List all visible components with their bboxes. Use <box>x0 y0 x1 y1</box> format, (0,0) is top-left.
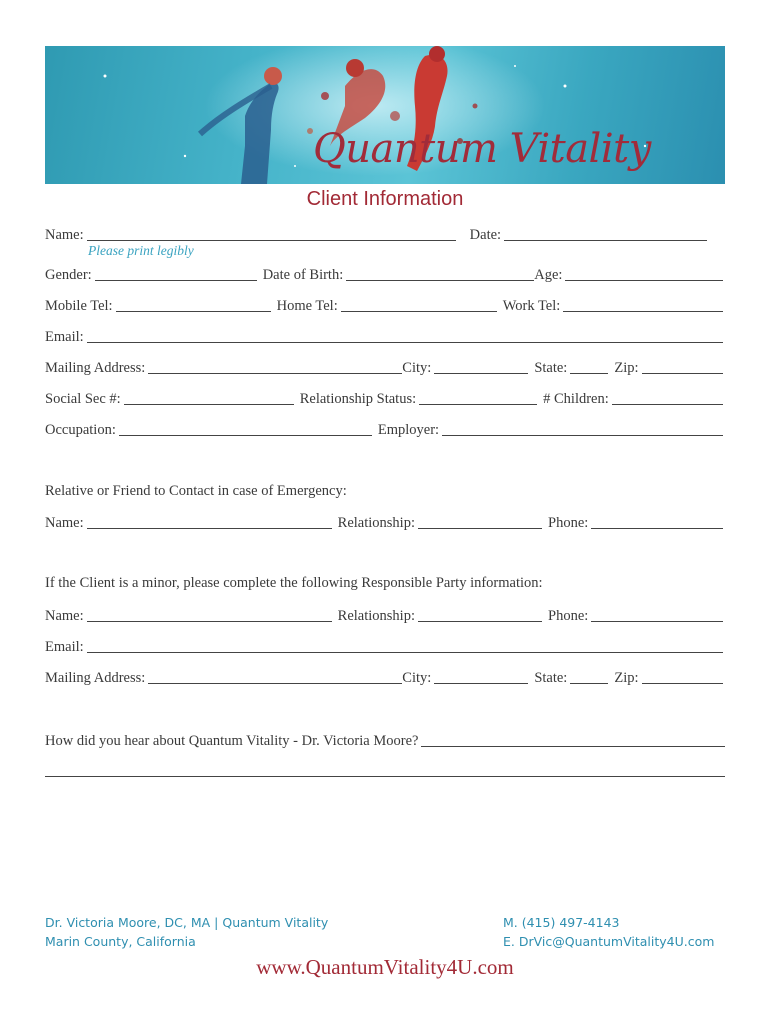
occupation-label: Occupation: <box>45 422 116 438</box>
responsible-phone-label: Phone: <box>548 608 589 624</box>
emergency-relationship-label: Relationship: <box>337 515 415 531</box>
dob-field[interactable] <box>346 266 534 281</box>
responsible-name-label: Name: <box>45 608 84 624</box>
employer-field[interactable] <box>442 421 723 436</box>
mailing-label: Mailing Address: <box>45 360 146 376</box>
client-occupation-row <box>45 419 723 439</box>
work-field[interactable] <box>563 297 723 312</box>
mobile-label: Mobile Tel: <box>45 298 113 314</box>
children-label: # Children: <box>543 391 609 407</box>
emergency-contact-row <box>45 512 723 532</box>
responsible-relationship-field[interactable] <box>418 607 542 622</box>
mobile-field[interactable] <box>116 297 271 312</box>
employer-label: Employer: <box>377 422 440 438</box>
responsible-state-field[interactable] <box>570 669 608 684</box>
responsible-city-label: City: <box>402 670 432 686</box>
emergency-heading: Relative or Friend to Contact in case of Emergency: <box>45 483 347 499</box>
responsible-zip-label: Zip: <box>614 670 639 686</box>
date-label: Date: <box>469 227 502 243</box>
footer-right <box>503 913 714 951</box>
responsible-mailing-label: Mailing Address: <box>45 670 146 686</box>
emergency-name-label: Name: <box>45 515 84 531</box>
responsible-address-row <box>45 667 723 687</box>
responsible-zip-field[interactable] <box>642 669 723 684</box>
form-title: Client Information <box>306 188 464 210</box>
footer-email[interactable]: E. DrVic@QuantumVitality4U.com <box>503 934 715 949</box>
footer-practitioner: Dr. Victoria Moore, DC, MA | Quantum Vitality <box>45 915 329 930</box>
home-field[interactable] <box>341 297 497 312</box>
age-label: Age: <box>534 267 563 283</box>
relationship-status-label: Relationship Status: <box>299 391 417 407</box>
city-label: City: <box>402 360 432 376</box>
referral-row <box>45 730 725 750</box>
client-address-row <box>45 357 723 377</box>
client-phone-row <box>45 295 723 315</box>
banner-title: Quantum Vitality <box>313 126 651 172</box>
responsible-relationship-label: Relationship: <box>337 608 415 624</box>
state-label: State: <box>534 360 568 376</box>
dob-label: Date of Birth: <box>262 267 344 283</box>
client-name-row <box>45 224 723 244</box>
footer-left <box>45 913 328 951</box>
responsible-heading: If the Client is a minor, please complete the following Responsible Party information: <box>45 575 543 591</box>
work-label: Work Tel: <box>502 298 561 314</box>
mailing-field[interactable] <box>148 359 402 374</box>
footer-location: Marin County, California <box>45 934 196 949</box>
zip-field[interactable] <box>642 359 723 374</box>
ssn-label: Social Sec #: <box>45 391 121 407</box>
home-label: Home Tel: <box>276 298 338 314</box>
emergency-relationship-field[interactable] <box>418 514 542 529</box>
referral-field[interactable] <box>421 732 725 747</box>
responsible-email-label: Email: <box>45 639 84 655</box>
children-field[interactable] <box>612 390 723 405</box>
footer-phone: M. (415) 497-4143 <box>503 915 620 930</box>
responsible-contact-row <box>45 605 723 625</box>
responsible-email-field[interactable] <box>87 638 723 653</box>
zip-label: Zip: <box>614 360 639 376</box>
name-label: Name: <box>45 227 84 243</box>
referral-extra-line[interactable] <box>45 776 725 777</box>
email-label: Email: <box>45 329 84 345</box>
city-field[interactable] <box>434 359 528 374</box>
responsible-state-label: State: <box>534 670 568 686</box>
relationship-status-field[interactable] <box>419 390 537 405</box>
state-field[interactable] <box>570 359 608 374</box>
print-hint: Please print legibly <box>88 243 194 258</box>
responsible-email-row <box>45 636 723 656</box>
emergency-phone-field[interactable] <box>591 514 723 529</box>
responsible-phone-field[interactable] <box>591 607 723 622</box>
gender-label: Gender: <box>45 267 92 283</box>
client-email-row <box>45 326 723 346</box>
responsible-mailing-field[interactable] <box>148 669 402 684</box>
name-field[interactable] <box>87 226 456 241</box>
footer-website[interactable]: www.QuantumVitality4U.com <box>256 955 514 979</box>
emergency-name-field[interactable] <box>87 514 332 529</box>
header-banner <box>45 46 725 184</box>
responsible-city-field[interactable] <box>434 669 528 684</box>
client-gender-row <box>45 264 723 284</box>
date-field[interactable] <box>504 226 707 241</box>
emergency-phone-label: Phone: <box>548 515 589 531</box>
occupation-field[interactable] <box>119 421 372 436</box>
ssn-field[interactable] <box>124 390 294 405</box>
age-field[interactable] <box>565 266 723 281</box>
email-field[interactable] <box>87 328 723 343</box>
client-ssn-row <box>45 388 723 408</box>
responsible-name-field[interactable] <box>87 607 332 622</box>
gender-field[interactable] <box>95 266 257 281</box>
referral-question: How did you hear about Quantum Vitality - Dr. Victoria Moore? <box>45 733 419 749</box>
